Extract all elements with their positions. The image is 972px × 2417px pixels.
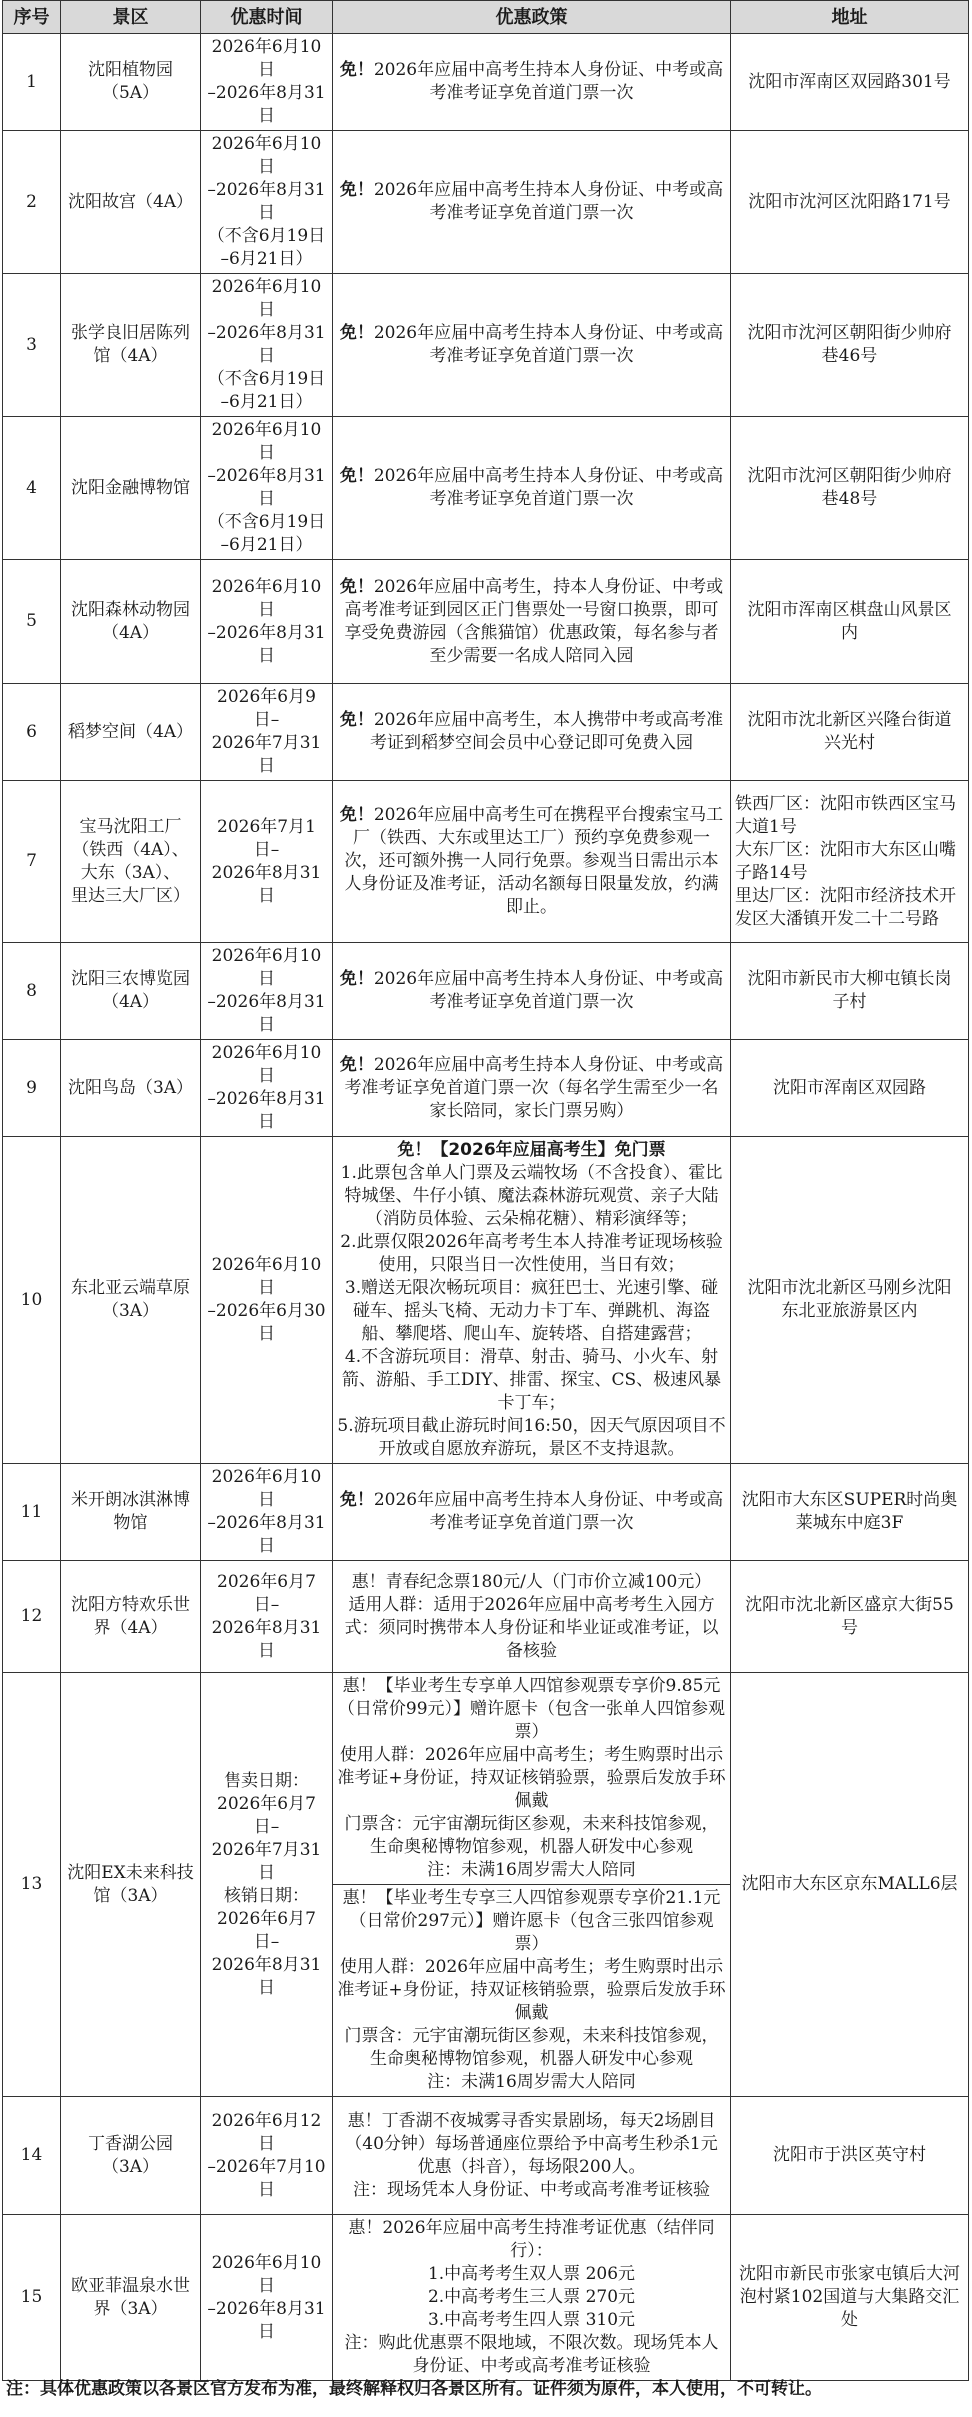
address: 沈阳市沈北新区兴隆台街道 兴光村 bbox=[731, 684, 969, 781]
footer-note: 注：具体优惠政策以各景区官方发布为准，最终解释权归各景区所有。证件须为原件，本人使用，不可转让。 bbox=[6, 2379, 822, 2399]
policy-line: 注：未满16周岁需大人陪同 bbox=[427, 2072, 636, 2092]
policy-line: 惠！丁香湖不夜城雾寻香实景剧场，每天2场剧目（40分钟）每场普通座位票给予中高考生秒杀1元优惠（抖音），每场限200人。 bbox=[345, 2110, 718, 2177]
policy-text: 免！2026年应届中高考生持本人身份证、中考或高考准考证享免首道门票一次 bbox=[333, 274, 731, 417]
discount-time: 2026年6月9日– 2026年7月31日 bbox=[201, 684, 333, 781]
row-num: 13 bbox=[3, 1673, 61, 2097]
discount-time: 2026年7月1日– 2026年8月31日 bbox=[201, 781, 333, 943]
policy-line: 1.中高考考生双人票 206元 bbox=[427, 2264, 636, 2284]
policy-line: 2.中高考考生三人票 270元 bbox=[427, 2287, 636, 2307]
policy-line: 惠！2026年应届中高考生持准考证优惠（结伴同行）： bbox=[348, 2218, 715, 2261]
row-num: 6 bbox=[3, 684, 61, 781]
policy-text bbox=[333, 1673, 731, 1885]
scenic-name: 丁香湖公园 （3A） bbox=[61, 2097, 201, 2215]
policy-text bbox=[333, 1137, 731, 1464]
header-name: 景区 bbox=[61, 1, 201, 34]
policy-text: 免！2026年应届中高考生可在携程平台搜索宝马工厂（铁西、大东或里达工厂）预约享免费参观一次，还可额外携一人同行免票。参观当日需出示本人身份证及准考证，活动名额每日限量发放，约满即止。 bbox=[333, 781, 731, 943]
policy-text: 免！2026年应届中高考生持本人身份证、中考或高考准考证享免首道门票一次 bbox=[333, 943, 731, 1040]
table-row bbox=[3, 2215, 969, 2381]
discount-time: 2026年6月10日 –2026年8月31 日 bbox=[201, 34, 333, 131]
row-num: 12 bbox=[3, 1561, 61, 1673]
table-row bbox=[3, 1137, 969, 1464]
row-num: 8 bbox=[3, 943, 61, 1040]
table-row bbox=[3, 1561, 969, 1673]
discount-time: 2026年6月10日 –2026年8月31 日 （不含6月19日 –6月21日） bbox=[201, 274, 333, 417]
address: 沈阳市大东区京东MALL6层 bbox=[731, 1673, 969, 2097]
scenic-name: 米开朗冰淇淋博 物馆 bbox=[61, 1464, 201, 1561]
address: 沈阳市沈河区朝阳街少帅府 巷46号 bbox=[731, 274, 969, 417]
policy-line: 惠！青春纪念票180元/人（门市价立减100元） bbox=[351, 1571, 712, 1592]
scenic-name: 沈阳方特欢乐世 界（4A） bbox=[61, 1561, 201, 1673]
row-num: 15 bbox=[3, 2215, 61, 2381]
discount-time: 2026年6月10日 –2026年8月31 日 bbox=[201, 1040, 333, 1137]
row-num: 1 bbox=[3, 34, 61, 131]
policy-line: 门票含：元宇宙潮玩街区参观，未来科技馆参观，生命奥秘博物馆参观，机器人研发中心参观 bbox=[344, 2026, 719, 2069]
policy-line: 1.此票包含单人门票及云端牧场（不含投食）、霍比特城堡、牛仔小镇、魔法森林游玩观赏、亲子大陆（消防员体验、云朵棉花糖）、精彩演绎等； bbox=[340, 1163, 723, 1229]
scenic-name: 沈阳鸟岛（3A） bbox=[61, 1040, 201, 1137]
row-num: 10 bbox=[3, 1137, 61, 1464]
discount-time: 2026年6月7日– 2026年8月31日 bbox=[201, 1561, 333, 1673]
table-row bbox=[3, 131, 969, 274]
row-num: 5 bbox=[3, 560, 61, 684]
address: 铁西厂区：沈阳市铁西区宝马大道1号 大东厂区：沈阳市大东区山嘴子路14号 里达厂区：沈阳市经济技术开发区大潘镇开发二十二号路 bbox=[731, 781, 969, 943]
policy-text: 免！2026年应届中高考生，本人携带中考或高考准考证到稻梦空间会员中心登记即可免费入园 bbox=[333, 684, 731, 781]
row-num: 9 bbox=[3, 1040, 61, 1137]
table-row bbox=[3, 1464, 969, 1561]
table-row bbox=[3, 943, 969, 1040]
scenic-name: 宝马沈阳工厂 （铁西（4A）、 大东（3A）、 里达三大厂区） bbox=[61, 781, 201, 943]
policy-text: 免！2026年应届中高考生持本人身份证、中考或高考准考证享免首道门票一次 bbox=[333, 34, 731, 131]
policy-line: 适用人群：适用于2026年应届中高考考生入园方式：须同时携带本人身份证和毕业证或准考证，以备核验 bbox=[344, 1594, 719, 1661]
scenic-name: 稻梦空间（4A） bbox=[61, 684, 201, 781]
policy-text bbox=[333, 1885, 731, 2097]
discount-time: 售卖日期： 2026年6月7日– 2026年7月31日 核销日期： 2026年6月7日– 2026年8月31日 bbox=[201, 1673, 333, 2097]
table-row bbox=[3, 2097, 969, 2215]
discount-time: 2026年6月10日 –2026年6月30 日 bbox=[201, 1137, 333, 1464]
table-row bbox=[3, 1673, 969, 1885]
discount-time: 2026年6月12日 –2026年7月10 日 bbox=[201, 2097, 333, 2215]
scenic-name: 沈阳森林动物园 （4A） bbox=[61, 560, 201, 684]
table-row bbox=[3, 684, 969, 781]
scenic-name: 沈阳金融博物馆 bbox=[61, 417, 201, 560]
discount-table bbox=[2, 0, 969, 2381]
policy-line: 4.不含游玩项目：滑草、射击、骑马、小火车、射箭、游船、手工DIY、排雷、探宝、CS、极速风暴卡丁车； bbox=[341, 1347, 722, 1413]
discount-time: 2026年6月10日 –2026年8月31 日 （不含6月19日 –6月21日） bbox=[201, 417, 333, 560]
address: 沈阳市新民市张家屯镇后大河泡村紧102国道与大集路交汇处 bbox=[731, 2215, 969, 2381]
address: 沈阳市新民市大柳屯镇长岗 子村 bbox=[731, 943, 969, 1040]
header-num: 序号 bbox=[3, 1, 61, 34]
row-num: 11 bbox=[3, 1464, 61, 1561]
address: 沈阳市沈北新区马刚乡沈阳 东北亚旅游景区内 bbox=[731, 1137, 969, 1464]
address: 沈阳市浑南区棋盘山风景区 内 bbox=[731, 560, 969, 684]
policy-line: 2.此票仅限2026年高考考生本人持准考证现场核验使用，只限当日一次性使用，当日有效； bbox=[340, 1232, 723, 1275]
header-policy: 优惠政策 bbox=[333, 1, 731, 34]
policy-text bbox=[333, 2215, 731, 2381]
discount-time: 2026年6月10日 –2026年8月31 日 bbox=[201, 560, 333, 684]
address: 沈阳市沈河区沈阳路171号 bbox=[731, 131, 969, 274]
discount-time: 2026年6月10日 –2026年8月31 日 bbox=[201, 2215, 333, 2381]
scenic-name: 沈阳植物园 （5A） bbox=[61, 34, 201, 131]
scenic-name: 沈阳EX未来科技 馆（3A） bbox=[61, 1673, 201, 2097]
discount-time: 2026年6月10日 –2026年8月31 日 （不含6月19日 –6月21日） bbox=[201, 131, 333, 274]
address: 沈阳市浑南区双园路 bbox=[731, 1040, 969, 1137]
address: 沈阳市浑南区双园路301号 bbox=[731, 34, 969, 131]
policy-text: 免！2026年应届中高考生持本人身份证、中考或高考准考证享免首道门票一次（每名学生需至少一名家长陪同，家长门票另购） bbox=[333, 1040, 731, 1137]
table-row bbox=[3, 417, 969, 560]
row-num: 4 bbox=[3, 417, 61, 560]
scenic-name: 欧亚菲温泉水世 界（3A） bbox=[61, 2215, 201, 2381]
row-num: 2 bbox=[3, 131, 61, 274]
table-row bbox=[3, 274, 969, 417]
policy-text: 免！2026年应届中高考生持本人身份证、中考或高考准考证享免首道门票一次 bbox=[333, 417, 731, 560]
scenic-name: 沈阳三农博览园 （4A） bbox=[61, 943, 201, 1040]
row-num: 7 bbox=[3, 781, 61, 943]
address: 沈阳市于洪区英守村 bbox=[731, 2097, 969, 2215]
policy-line: 免！【2026年应届高考生】免门票 bbox=[397, 1140, 666, 1160]
policy-line: 惠！【毕业考生专享三人四馆参观票专享价21.1元（日常价297元）】赠许愿卡（包含三张四馆参观票） bbox=[342, 1888, 721, 1954]
scenic-name: 沈阳故宫（4A） bbox=[61, 131, 201, 274]
policy-line: 注：购此优惠票不限地域，不限次数。现场凭本人身份证、中考或高考准考证核验 bbox=[344, 2333, 719, 2376]
discount-time: 2026年6月10日 –2026年8月31 日 bbox=[201, 943, 333, 1040]
table-row bbox=[3, 560, 969, 684]
table-row bbox=[3, 1040, 969, 1137]
discount-time: 2026年6月10日 –2026年8月31 日 bbox=[201, 1464, 333, 1561]
address: 沈阳市沈河区朝阳街少帅府 巷48号 bbox=[731, 417, 969, 560]
policy-line: 注：未满16周岁需大人陪同 bbox=[427, 1860, 636, 1880]
policy-text: 免！2026年应届中高考生持本人身份证、中考或高考准考证享免首道门票一次 bbox=[333, 131, 731, 274]
table-row bbox=[3, 34, 969, 131]
policy-line: 注：现场凭本人身份证、中考或高考准考证核验 bbox=[353, 2179, 710, 2200]
header-time: 优惠时间 bbox=[201, 1, 333, 34]
header-address: 地址 bbox=[731, 1, 969, 34]
policy-text bbox=[333, 2097, 731, 2215]
policy-line: 门票含：元宇宙潮玩街区参观，未来科技馆参观，生命奥秘博物馆参观，机器人研发中心参观 bbox=[344, 1814, 719, 1857]
table-row bbox=[3, 781, 969, 943]
policy-text: 免！2026年应届中高考生，持本人身份证、中考或高考准考证到园区正门售票处一号窗口换票，即可享受免费游园（含熊猫馆）优惠政策，每名参与者至少需要一名成人陪同入园 bbox=[333, 560, 731, 684]
policy-text bbox=[333, 1561, 731, 1673]
policy-line: 5.游玩项目截止游玩时间16:50，因天气原因项目不开放或自愿放弃游玩，景区不支持退款。 bbox=[337, 1416, 726, 1459]
row-num: 3 bbox=[3, 274, 61, 417]
scenic-name: 张学良旧居陈列 馆（4A） bbox=[61, 274, 201, 417]
address: 沈阳市沈北新区盛京大街55 号 bbox=[731, 1561, 969, 1673]
header-row bbox=[3, 1, 969, 34]
policy-line: 3.赠送无限次畅玩项目：疯狂巴士、光速引擎、碰碰车、摇头飞椅、无动力卡丁车、弹跳机、海盗船、攀爬塔、爬山车、旋转塔、自搭建露营； bbox=[344, 1278, 719, 1344]
policy-text: 免！2026年应届中高考生持本人身份证、中考或高考准考证享免首道门票一次 bbox=[333, 1464, 731, 1561]
policy-line: 使用人群：2026年应届中高考生；考生购票时出示准考证+身份证，持双证核销验票，验票后发放手环佩戴 bbox=[337, 1745, 726, 1811]
scenic-name: 东北亚云端草原 （3A） bbox=[61, 1137, 201, 1464]
address: 沈阳市大东区SUPER时尚奥 莱城东中庭3F bbox=[731, 1464, 969, 1561]
policy-line: 3.中高考考生四人票 310元 bbox=[427, 2310, 636, 2330]
policy-line: 使用人群：2026年应届中高考生；考生购票时出示准考证+身份证，持双证核销验票，验票后发放手环佩戴 bbox=[337, 1957, 726, 2023]
row-num: 14 bbox=[3, 2097, 61, 2215]
policy-line: 惠！【毕业考生专享单人四馆参观票专享价9.85元（日常价99元）】赠许愿卡（包含一张单人四馆参观票） bbox=[337, 1676, 726, 1742]
